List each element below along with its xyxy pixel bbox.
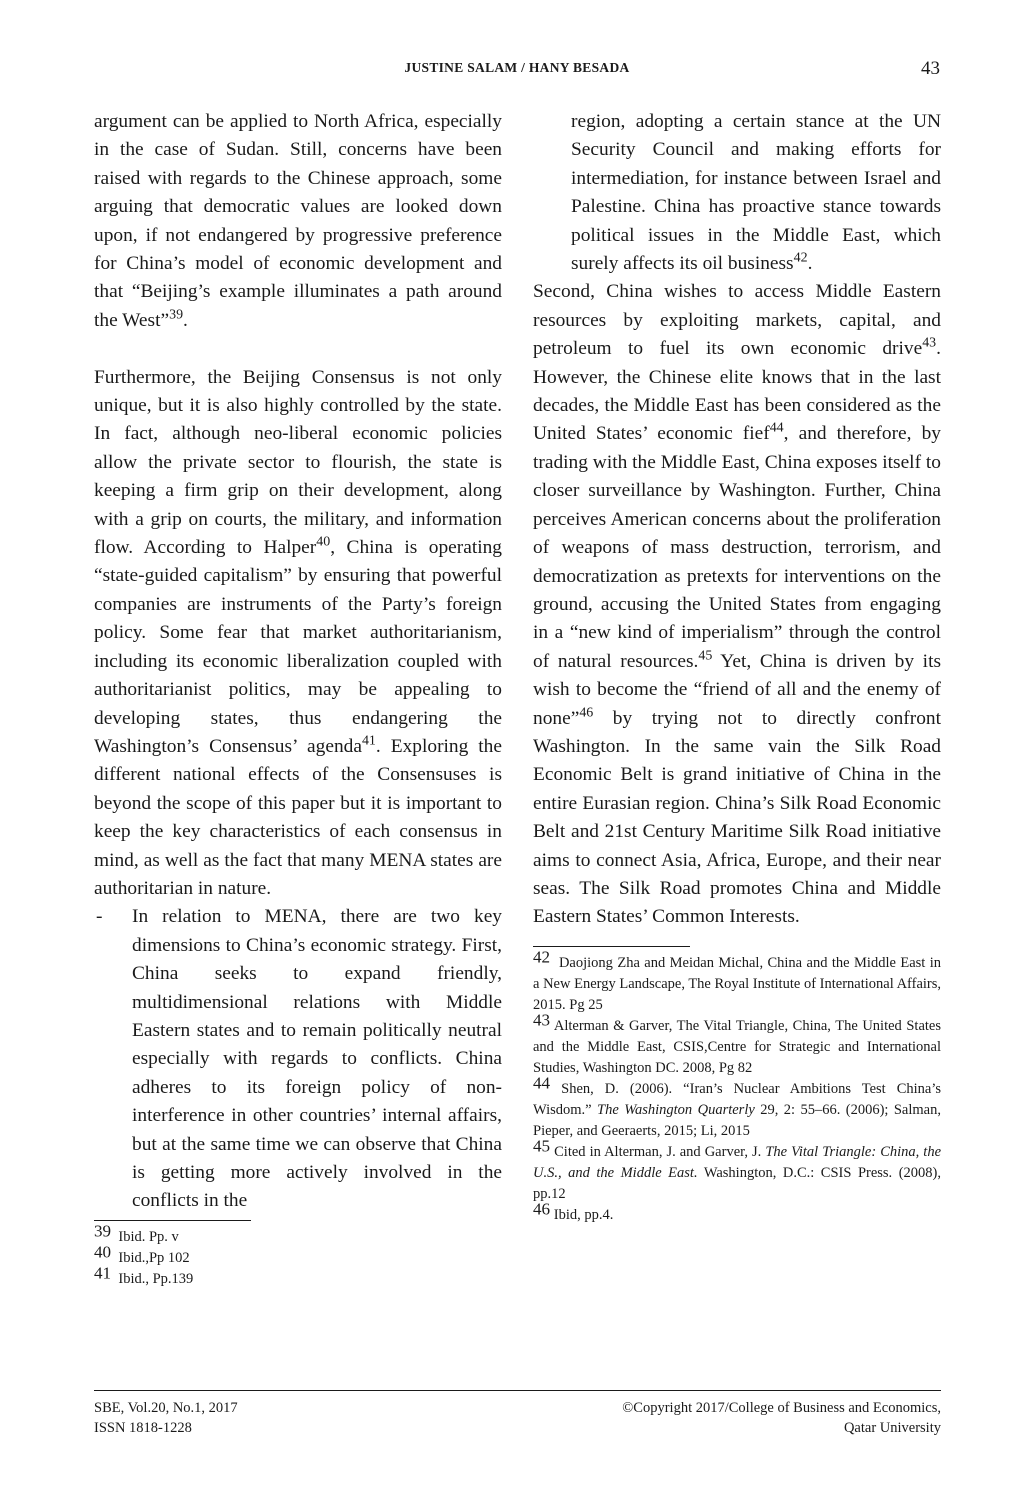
footnote-ref[interactable]: 39 xyxy=(169,307,184,323)
footnote: $^{40}$ Ibid.,Pp 102 xyxy=(94,1242,190,1266)
bullet-dash: - xyxy=(96,906,103,928)
paragraph: Second, China wishes to access Middle Eastern resources by exploiting markets, capital, and petroleum to fuel its own economic drive$^{43}$. However, the Chinese elite knows that in the last decades, the Middle East has been considered as the United States’ economic fief$^{44}$, and therefore, by trading with the Middle East, China exposes itself to closer surveillance by Washington. Further, China perceives American concerns about the proliferation of weapons of mass destruction, terrorism, and democratization as pretexts for interventions on the ground, accusing the United States from engaging in a “new kind of imperialism” through the control of natural resources.$^{45}$ Yet, China is driven by its wish to become the “friend of all and the enemy of none”$^{46}$ by trying not to directly confront Washington. In the same vain the Silk Road Economic Belt is grand initiative of China in the entire Eurasian region. China’s Silk Road Economic Belt and 21st Century Maritime Silk Road initiative aims to connect Asia, Africa, Europe, and their near seas. The Silk Road promotes China and Middle Eastern States’ Common Interests. xyxy=(533,281,941,928)
footnote-ref[interactable]: 45 xyxy=(698,648,713,664)
page-number: 43 xyxy=(921,58,940,79)
footnote-ref[interactable]: 46 xyxy=(579,704,594,720)
footnote-ref[interactable]: 42 xyxy=(793,250,808,266)
right-column xyxy=(533,108,941,1226)
bullet-item: - In relation to MENA, there are two key dimensions to China’s economic strategy. First, China seeks to expand friendly, multidimensional relations with Middle Eastern states and to remain politically neutral especially with regards to conflicts. China adheres to its foreign policy of non-interference in other countries’ internal affairs, but at the same time we can observe that China is getting more actively involved in the conflicts in the xyxy=(94,903,502,1215)
footnote: $^{43}$ Alterman & Garver, The Vital Triangle, China, The United States and the Middle East, CSIS,Centre for Strategic and International Studies, Washington DC. 2008, Pg 82 xyxy=(533,1010,941,1076)
footnote-ref[interactable]: 41 xyxy=(361,733,376,749)
footnote-divider xyxy=(533,946,690,947)
footnote-ref[interactable]: 40 xyxy=(316,534,331,550)
footer-issn: ISSN 1818-1228 xyxy=(94,1420,192,1436)
footer-volume: SBE, Vol.20, No.1, 2017 xyxy=(94,1400,238,1416)
footer-university: Qatar University xyxy=(843,1420,941,1436)
footnote-ref[interactable]: 43 xyxy=(922,335,937,351)
footer-copyright xyxy=(622,1398,941,1438)
footnote: $^{42}$ Daojiong Zha and Meidan Michal, China and the Middle East in a New Energy Landscape, The Royal Institute of International Affairs, 2015. Pg 25 xyxy=(533,947,941,1013)
footnote: $^{41}$ Ibid., Pp.139 xyxy=(94,1263,194,1287)
paragraph: argument can be applied to North Africa, especially in the case of Sudan. Still, concerns have been raised with regards to the Chinese approach, some arguing that democratic values are looked down upon, if not endangered by progressive preference for China’s model of economic development and that “Beijing’s example illuminates a path around the West”$^{39}$. xyxy=(94,111,502,331)
footer-journal-info xyxy=(94,1398,238,1438)
footer-copyright-line: ©Copyright 2017/College of Business and Economics, xyxy=(622,1400,941,1416)
footnote: $^{44}$ Shen, D. (2006). “Iran’s Nuclear Ambitions Test China’s Wisdom.” The Washington Quarterly 29, 2: 55–66. (2006); Salman, Pieper, and Geeraerts, 2015; Li, 2015 xyxy=(533,1073,941,1139)
footnote: $^{45}$ Cited in Alterman, J. and Garver, J. The Vital Triangle: China, the U.S., and the Middle East. Washington, D.C.: CSIS Press. (2008), pp.12 xyxy=(533,1136,942,1202)
footnote: $^{46}$ Ibid, pp.4. xyxy=(533,1199,614,1223)
paragraph: Furthermore, the Beijing Consensus is not only unique, but it is also highly controlled by the state. In fact, although neo-liberal economic policies allow the private sector to flourish, the state is keeping a firm grip on their development, along with a grip on courts, the military, and information flow. According to Halper$^{40}$, China is operating “state-guided capitalism” by ensuring that powerful companies are instruments of the Party’s foreign policy. Some fear that market authoritarianism, including its economic liberalization coupled with authoritarianist politics, may be appealing to developing states, thus endangering the Washington’s Consensus’ agenda$^{41}$. Exploring the different national effects of the Consensuses is beyond the scope of this paper but it is important to keep the key characteristics of each consensus in mind, as well as the fact that many MENA states are authoritarian in nature. xyxy=(94,366,502,899)
left-column xyxy=(94,108,502,1290)
footnote: $^{39}$ Ibid. Pp. v xyxy=(94,1221,179,1245)
paragraph: region, adopting a certain stance at the UN Security Council and making efforts for intermediation, for instance between Israel and Palestine. China has proactive stance towards political issues in the Middle East, which surely affects its oil business$^{42}$. xyxy=(571,111,941,275)
footnote-ref[interactable]: 44 xyxy=(769,420,784,436)
footer-divider xyxy=(94,1390,941,1391)
footnote-divider xyxy=(94,1220,251,1221)
running-header-authors: JUSTINE SALAM / HANY BESADA xyxy=(404,60,630,75)
